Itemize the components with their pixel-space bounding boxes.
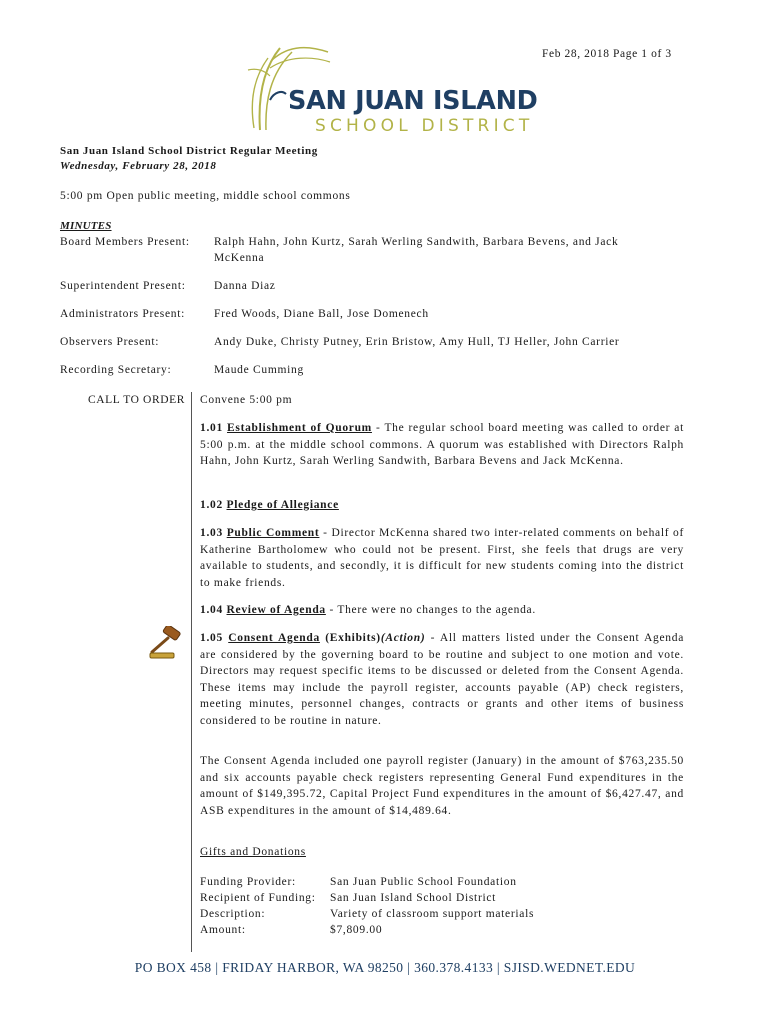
item-number: 1.02	[200, 499, 223, 511]
gift-value-amount: $7,809.00	[330, 924, 383, 936]
consent-agenda-detail: The Consent Agenda included one payroll register (January) in the amount of $763,235.50 and six accounts payable check registers representing General Fund expenditures in the amount of $149,395.72, Capital Project Fund expenditures in the amount of $6,427.47, and ASB expenditures in the amount of $14,489.64.	[200, 755, 684, 817]
item-title: Establishment of Quorum	[227, 422, 372, 434]
attendance-label-secretary: Recording Secretary:	[60, 364, 172, 376]
gift-label-description: Description:	[200, 908, 266, 920]
logo-text-secondary: SCHOOL DISTRICT	[315, 116, 534, 136]
item-number: 1.03	[200, 527, 223, 539]
item-title: Review of Agenda	[226, 604, 326, 616]
gift-label-recipient: Recipient of Funding:	[200, 892, 316, 904]
item-number: 1.04	[200, 604, 223, 616]
attendance-value-superintendent: Danna Diaz	[214, 280, 276, 292]
gifts-heading: Gifts and Donations	[200, 846, 306, 858]
item-action-tag: (Action)	[380, 632, 426, 644]
item-text: - The regular school board meeting was called to order at 5:00 p.m. at the middle school commons. A quorum was established with Directors Ralph Hahn, John Kurtz, Sarah Werling Sandwith, Barbara Bevens and Jack McKenna.	[200, 422, 684, 468]
item-tags: (Exhibits)	[319, 632, 381, 644]
attendance-label-administrators: Administrators Present:	[60, 308, 186, 320]
attendance-value-observers: Andy Duke, Christy Putney, Erin Bristow, Amy Hull, TJ Heller, John Carrier	[214, 336, 620, 348]
meeting-title: San Juan Island School District Regular Meeting	[60, 145, 318, 157]
gift-value-provider: San Juan Public School Foundation	[330, 876, 517, 888]
item-text: - All matters listed under the Consent Agenda are considered by the governing board to be routine and subject to one motion and vote. Directors may request specific items to be discussed or deleted from the Consent Agenda. These items may include the payroll register, accounts payable (AP) check registers, meeting minutes, personnel changes, contracts or grants and other items of business considered to be routine in nature.	[200, 632, 684, 727]
page-footer: PO BOX 458 | FRIDAY HARBOR, WA 98250 | 360.378.4133 | SJISD.WEDNET.EDU	[134, 960, 636, 975]
attendance-label-observers: Observers Present:	[60, 336, 160, 348]
gavel-icon	[146, 626, 186, 660]
logo-text-primary: SAN JUAN ISLAND	[288, 86, 538, 116]
item-number: 1.05	[200, 632, 223, 644]
gift-label-provider: Funding Provider:	[200, 876, 296, 888]
gift-value-description: Variety of classroom support materials	[330, 908, 535, 920]
item-title: Public Comment	[226, 527, 320, 539]
attendance-value-board: Ralph Hahn, John Kurtz, Sarah Werling Sandwith, Barbara Bevens, and Jack	[214, 236, 619, 248]
item-text: - There were no changes to the agenda.	[325, 604, 536, 616]
district-logo	[240, 40, 540, 135]
attendance-value-administrators: Fred Woods, Diane Ball, Jose Domenech	[214, 308, 429, 320]
call-to-order-label: CALL TO ORDER	[88, 394, 186, 406]
item-1-02	[200, 497, 684, 514]
attendance-label-superintendent: Superintendent Present:	[60, 280, 186, 292]
item-title: Consent Agenda	[228, 632, 320, 644]
item-title: Pledge of Allegiance	[226, 499, 339, 511]
item-text: - Director McKenna shared two inter-related comments on behalf of Katherine Bartholomew who could not be present. First, she feels that drugs are very available to students, and secondly, it is difficult for new students coming into the district to make friends.	[200, 527, 684, 589]
gift-value-recipient: San Juan Island School District	[330, 892, 497, 904]
meeting-time-place: 5:00 pm Open public meeting, middle school commons	[60, 190, 351, 202]
item-1-04	[200, 602, 684, 619]
attendance-label-board: Board Members Present:	[60, 236, 190, 248]
item-1-01	[200, 420, 684, 470]
attendance-value-board-cont: McKenna	[214, 252, 265, 264]
item-number: 1.01	[200, 422, 223, 434]
minutes-heading: MINUTES	[60, 220, 112, 232]
attendance-value-secretary: Maude Cumming	[214, 364, 304, 376]
gift-label-amount: Amount:	[200, 924, 246, 936]
section-divider-line	[191, 392, 192, 952]
convene-time: Convene 5:00 pm	[200, 394, 293, 406]
page-header-date: Feb 28, 2018 Page 1 of 3	[542, 48, 672, 60]
item-1-05	[200, 630, 684, 730]
meeting-date: Wednesday, February 28, 2018	[60, 160, 217, 172]
item-1-03	[200, 525, 684, 591]
